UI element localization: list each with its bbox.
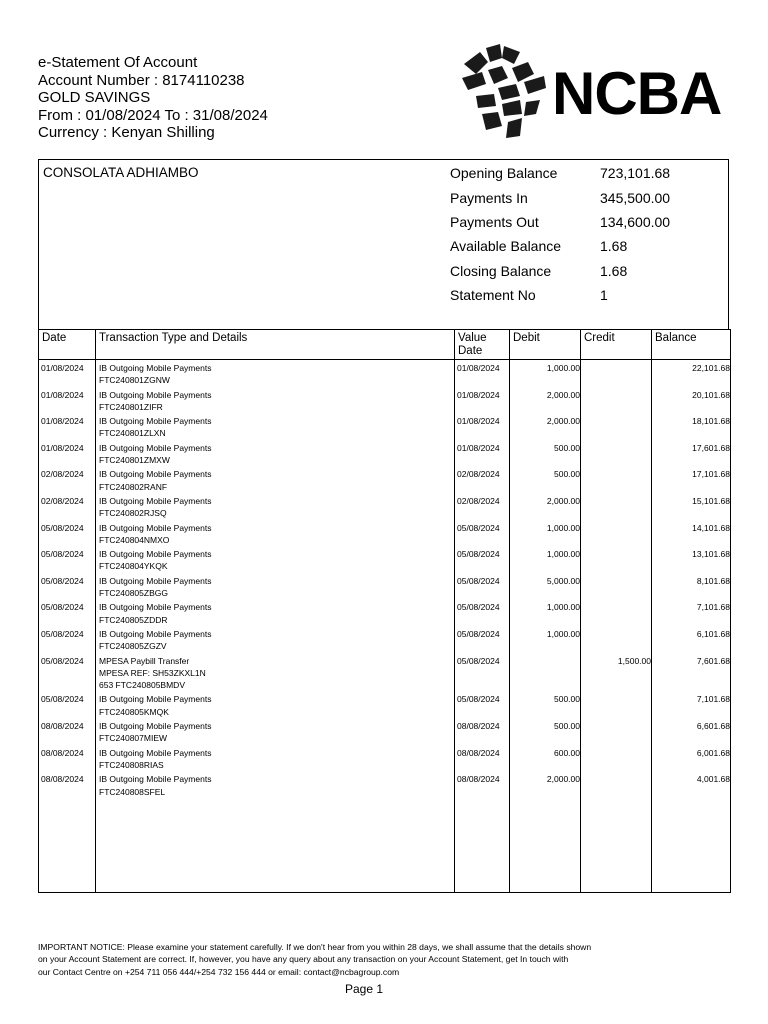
txn-details [96, 691, 455, 718]
txn-type: IB Outgoing Mobile Payments [99, 442, 212, 453]
empty-cell [581, 798, 652, 893]
txn-credit [581, 599, 652, 626]
txn-date: 05/08/2024 [39, 573, 96, 600]
txn-balance: 17,101.68 [652, 466, 731, 493]
table-row [39, 440, 731, 467]
column-header-details: Transaction Type and Details [96, 330, 455, 360]
table-row [39, 718, 731, 745]
txn-balance: 17,601.68 [652, 440, 731, 467]
txn-type: IB Outgoing Mobile Payments [99, 363, 212, 373]
table-row [39, 653, 731, 692]
txn-type: IB Outgoing Mobile Payments [99, 549, 212, 560]
txn-type: IB Outgoing Mobile Payments [99, 495, 212, 506]
txn-ref: FTC240801ZIFR [99, 401, 163, 412]
page-number: Page 1 [344, 982, 384, 996]
statement-title: e-Statement Of Account [38, 54, 198, 71]
txn-debit: 500.00 [510, 440, 581, 467]
txn-value-date: 02/08/2024 [455, 466, 510, 493]
txn-date: 01/08/2024 [39, 413, 96, 440]
txn-ref: FTC240804NMXO [99, 534, 170, 545]
txn-type: IB Outgoing Mobile Payments [99, 774, 212, 785]
txn-date: 01/08/2024 [39, 440, 96, 467]
summary-list [450, 161, 670, 307]
important-notice [38, 941, 638, 978]
account-summary-box [38, 159, 729, 329]
txn-details [96, 745, 455, 772]
summary-payments-in [450, 185, 670, 209]
txn-debit: 1,000.00 [510, 360, 581, 387]
txn-ref: FTC240804YKQK [99, 561, 168, 572]
summary-opening-balance [450, 161, 670, 185]
txn-details [96, 599, 455, 626]
txn-date: 02/08/2024 [39, 493, 96, 520]
txn-value-date: 01/08/2024 [455, 360, 510, 387]
txn-value-date: 05/08/2024 [455, 546, 510, 573]
customer-name: CONSOLATA ADHIAMBO [43, 165, 199, 180]
txn-credit [581, 413, 652, 440]
txn-date: 05/08/2024 [39, 653, 96, 692]
column-header-value-date [455, 330, 510, 360]
txn-credit [581, 745, 652, 772]
txn-date: 01/08/2024 [39, 387, 96, 414]
txn-ref: FTC240801ZMXW [99, 455, 170, 466]
txn-balance: 22,101.68 [652, 360, 731, 387]
txn-details [96, 493, 455, 520]
txn-value-date: 05/08/2024 [455, 520, 510, 547]
txn-balance: 8,101.68 [652, 573, 731, 600]
txn-value-date: 08/08/2024 [455, 718, 510, 745]
summary-value: 723,101.68 [600, 165, 671, 182]
txn-type: IB Outgoing Mobile Payments [99, 721, 212, 732]
txn-value-date: 08/08/2024 [455, 771, 510, 798]
notice-line: on your Account Statement are correct. If, however, you have any query about any transaction on your Account Statement, get In touch with [38, 954, 569, 965]
txn-credit [581, 626, 652, 653]
txn-credit [581, 387, 652, 414]
column-header-value-date-line1: Value [458, 332, 487, 344]
txn-debit: 2,000.00 [510, 493, 581, 520]
statement-header [38, 54, 268, 142]
txn-date: 08/08/2024 [39, 771, 96, 798]
txn-credit [581, 360, 652, 387]
txn-value-date: 08/08/2024 [455, 745, 510, 772]
txn-ref: FTC240808RIAS [99, 759, 164, 770]
txn-details [96, 626, 455, 653]
txn-debit: 2,000.00 [510, 387, 581, 414]
txn-debit: 500.00 [510, 718, 581, 745]
txn-date: 05/08/2024 [39, 599, 96, 626]
transactions-body [39, 360, 731, 893]
empty-cell [510, 798, 581, 893]
ncba-logo [462, 44, 724, 140]
summary-label: Closing Balance [450, 262, 552, 279]
txn-debit: 600.00 [510, 745, 581, 772]
txn-debit: 1,000.00 [510, 626, 581, 653]
summary-label: Available Balance [450, 238, 562, 255]
txn-balance: 6,001.68 [652, 745, 731, 772]
txn-debit [510, 653, 581, 692]
table-row [39, 745, 731, 772]
txn-balance: 4,001.68 [652, 771, 731, 798]
table-row [39, 360, 731, 387]
txn-value-date: 01/08/2024 [455, 387, 510, 414]
table-row [39, 771, 731, 798]
table-row [39, 493, 731, 520]
txn-credit [581, 573, 652, 600]
txn-type: IB Outgoing Mobile Payments [99, 694, 212, 705]
txn-type: IB Outgoing Mobile Payments [99, 575, 212, 586]
txn-value-date: 05/08/2024 [455, 573, 510, 600]
summary-value: 1 [600, 287, 608, 304]
summary-label: Payments Out [450, 213, 539, 230]
txn-balance: 14,101.68 [652, 520, 731, 547]
txn-credit [581, 466, 652, 493]
summary-value: 1.68 [600, 238, 628, 255]
table-row [39, 413, 731, 440]
empty-cell [652, 798, 731, 893]
txn-details [96, 520, 455, 547]
table-row [39, 546, 731, 573]
txn-ref: FTC240801ZGNW [99, 375, 170, 386]
txn-ref: FTC240807MIEW [99, 733, 168, 744]
txn-details [96, 387, 455, 414]
txn-value-date: 05/08/2024 [455, 599, 510, 626]
summary-value: 134,600.00 [600, 213, 671, 230]
summary-value: 345,500.00 [600, 189, 671, 206]
summary-payments-out [450, 210, 670, 234]
txn-value-date: 02/08/2024 [455, 493, 510, 520]
txn-balance: 6,101.68 [652, 626, 731, 653]
txn-ref: MPESA REF: SH53ZKXL1N [99, 667, 206, 678]
txn-ref: FTC240808SFEL [99, 786, 166, 797]
txn-debit: 1,000.00 [510, 546, 581, 573]
txn-date: 02/08/2024 [39, 466, 96, 493]
txn-date: 01/08/2024 [39, 360, 96, 387]
txn-date: 05/08/2024 [39, 546, 96, 573]
notice-line: our Contact Centre on +254 711 056 444/+254 732 156 444 or email: contact@ncbagroup.com [38, 966, 400, 977]
txn-type: IB Outgoing Mobile Payments [99, 469, 212, 480]
txn-ref: FTC240802RANF [99, 481, 168, 492]
column-header-credit: Credit [581, 330, 652, 360]
txn-debit: 2,000.00 [510, 413, 581, 440]
txn-debit: 2,000.00 [510, 771, 581, 798]
empty-cell [39, 798, 96, 893]
txn-balance: 13,101.68 [652, 546, 731, 573]
txn-details [96, 573, 455, 600]
empty-cell [455, 798, 510, 893]
txn-value-date: 05/08/2024 [455, 626, 510, 653]
column-header-balance: Balance [652, 330, 731, 360]
txn-value-date: 01/08/2024 [455, 440, 510, 467]
statement-period: From : 01/08/2024 To : 31/08/2024 [38, 106, 268, 124]
column-header-debit: Debit [510, 330, 581, 360]
txn-type: IB Outgoing Mobile Payments [99, 602, 212, 613]
txn-credit: 1,500.00 [581, 653, 652, 692]
txn-date: 08/08/2024 [39, 745, 96, 772]
summary-available-balance [450, 234, 670, 258]
txn-value-date: 05/08/2024 [455, 653, 510, 692]
txn-details [96, 653, 455, 692]
txn-credit [581, 771, 652, 798]
txn-debit: 5,000.00 [510, 573, 581, 600]
txn-date: 05/08/2024 [39, 520, 96, 547]
txn-ref: FTC240805KMQK [99, 706, 169, 717]
table-row [39, 573, 731, 600]
txn-balance: 15,101.68 [652, 493, 731, 520]
summary-label: Opening Balance [450, 165, 558, 182]
txn-details [96, 360, 455, 387]
txn-type: IB Outgoing Mobile Payments [99, 628, 212, 639]
txn-type: IB Outgoing Mobile Payments [99, 747, 212, 758]
txn-details [96, 466, 455, 493]
ncba-logo-mark-icon [462, 44, 548, 140]
txn-credit [581, 546, 652, 573]
table-row [39, 387, 731, 414]
logo-wordmark: NCBA [552, 60, 722, 127]
column-header-value-date-line2: Date [458, 344, 483, 357]
txn-details [96, 546, 455, 573]
txn-balance: 6,601.68 [652, 718, 731, 745]
txn-credit [581, 440, 652, 467]
summary-label: Statement No [450, 287, 536, 304]
txn-value-date: 05/08/2024 [455, 691, 510, 718]
table-filler-row [39, 798, 731, 893]
summary-closing-balance [450, 259, 670, 283]
table-row [39, 691, 731, 718]
txn-ref: FTC240801ZLXN [99, 428, 166, 439]
txn-ref2: 653 FTC240805BMDV [99, 680, 185, 691]
transactions-table [38, 329, 731, 893]
txn-type: IB Outgoing Mobile Payments [99, 522, 212, 533]
txn-ref: FTC240805ZBGG [99, 588, 168, 599]
txn-balance: 18,101.68 [652, 413, 731, 440]
currency: Currency : Kenyan Shilling [38, 124, 215, 142]
summary-value: 1.68 [600, 262, 628, 279]
txn-ref: FTC240802RJSQ [99, 508, 167, 519]
txn-date: 08/08/2024 [39, 718, 96, 745]
txn-debit: 500.00 [510, 466, 581, 493]
txn-debit: 1,000.00 [510, 520, 581, 547]
account-number: Account Number : 8174110238 [38, 71, 245, 89]
txn-credit [581, 718, 652, 745]
txn-balance: 7,101.68 [652, 599, 731, 626]
txn-credit [581, 691, 652, 718]
txn-details [96, 440, 455, 467]
table-header-row [39, 330, 731, 360]
summary-statement-no [450, 283, 670, 307]
txn-credit [581, 493, 652, 520]
txn-type: IB Outgoing Mobile Payments [99, 416, 212, 427]
notice-line: IMPORTANT NOTICE: Please examine your statement carefully. If we don't hear from you within 28 days, we shall assume that the details shown [38, 942, 592, 952]
table-row [39, 466, 731, 493]
txn-debit: 1,000.00 [510, 599, 581, 626]
table-row [39, 520, 731, 547]
txn-ref: FTC240805ZDDR [99, 614, 168, 625]
txn-details [96, 413, 455, 440]
txn-credit [581, 520, 652, 547]
txn-balance: 20,101.68 [652, 387, 731, 414]
column-header-date: Date [39, 330, 96, 360]
txn-type: MPESA Paybill Transfer [99, 655, 190, 666]
txn-date: 05/08/2024 [39, 691, 96, 718]
empty-cell [96, 798, 455, 893]
txn-details [96, 771, 455, 798]
txn-balance: 7,601.68 [652, 653, 731, 692]
summary-label: Payments In [450, 189, 528, 206]
table-row [39, 626, 731, 653]
txn-balance: 7,101.68 [652, 691, 731, 718]
txn-date: 05/08/2024 [39, 626, 96, 653]
table-row [39, 599, 731, 626]
txn-debit: 500.00 [510, 691, 581, 718]
txn-details [96, 718, 455, 745]
txn-value-date: 01/08/2024 [455, 413, 510, 440]
txn-ref: FTC240805ZGZV [99, 641, 167, 652]
txn-type: IB Outgoing Mobile Payments [99, 389, 212, 400]
account-type: GOLD SAVINGS [38, 89, 151, 107]
